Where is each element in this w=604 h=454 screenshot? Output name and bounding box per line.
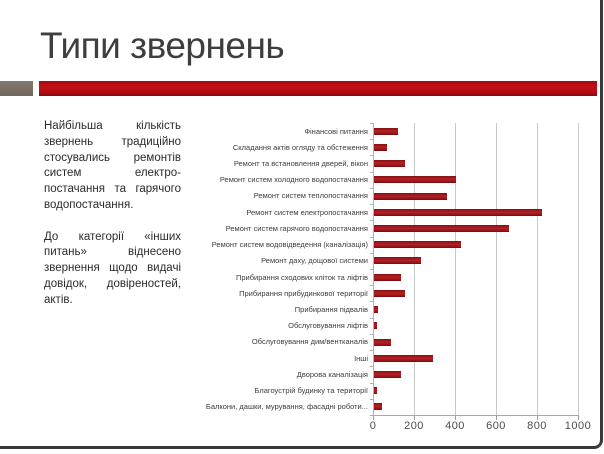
chart-category-label: Складання актів огляду та обстеження [232,142,368,152]
chart-category-label: Ремонт даху, дощової системи [261,256,368,266]
chart-bar [374,387,377,394]
chart-bar [374,160,405,167]
chart-category-label: Прибирання підвалів [294,305,368,315]
chart-y-tick [370,155,373,156]
chart-plot-area [373,123,578,415]
chart-x-tick-label: 400 [445,420,465,432]
chart-category-label: Прибирання сходових кліток та ліфтів [235,272,368,282]
chart-category-label: Обслуговування дим/вентканалів [251,337,368,347]
chart-y-tick [370,237,373,238]
chart-x-tick-label: 0 [369,420,377,432]
chart-bar [374,241,461,248]
chart-y-tick [370,366,373,367]
chart-bar [374,144,387,151]
chart-gridline [455,123,456,415]
chart-y-tick [370,204,373,205]
chart-bar [374,306,378,313]
chart-x-axis-line [373,415,579,416]
chart-category-label: Прибирання прибудинкової території [239,288,368,298]
chart-y-tick [370,188,373,189]
chart-gridline [578,123,579,415]
chart-bar [374,257,421,264]
chart-category-label: Ремонт систем гарячого водопостачання [225,223,368,233]
accent-band-red-bar [39,81,597,96]
chart-category-label: Фінансові питання [304,126,368,136]
chart-bar [374,339,391,346]
chart-bar [374,193,447,200]
chart-category-label: Дворова каналізація [296,369,368,379]
chart-gridline [496,123,497,415]
chart-y-tick [370,399,373,400]
body-text-block [44,119,181,309]
chart-bar [374,209,542,216]
chart-x-tick-label: 1000 [564,420,592,432]
chart-y-tick [370,350,373,351]
chart-category-label: Ремонт систем електропостачання [246,207,368,217]
chart-x-tick-label: 200 [404,420,424,432]
chart-y-tick [370,383,373,384]
chart-y-tick [370,269,373,270]
chart-bar [374,290,405,297]
chart-bar [374,371,401,378]
slide-title: Типи звернень [40,25,285,66]
chart-y-tick [370,253,373,254]
chart-gridline [414,123,415,415]
chart-y-tick [370,318,373,319]
chart-bar [374,274,401,281]
chart-category-label: Балкони, дашки, мурування, фасадні роботи... [205,402,368,412]
chart-x-tick-label: 800 [527,420,547,432]
chart-category-labels [178,123,371,415]
body-paragraph-2: До категорії «інших питань» віднесено звернення щодо видачі довідок, довіреностей, актів. [44,230,181,306]
chart-y-tick [370,220,373,221]
chart-category-label: Ремонт та встановлення дверей, вікон [233,159,368,169]
chart-y-tick [370,172,373,173]
chart-y-tick [370,139,373,140]
chart-bar [374,403,382,410]
chart-x-tick-label: 600 [486,420,506,432]
chart-y-tick [370,301,373,302]
chart-category-label: Ремонт систем холодного водопостачання [219,175,368,185]
chart-y-tick [370,123,373,124]
chart-bar [374,128,398,135]
chart-gridline [537,123,538,415]
chart-category-label: Благоустрій будинку та території [254,386,368,396]
chart-y-tick [370,334,373,335]
chart-y-tick [370,285,373,286]
chart-bar [374,355,433,362]
chart-category-label: Ремонт систем теплопостачання [253,191,368,201]
accent-band-gray-square [0,81,33,96]
body-paragraph-1: Найбільша кількість звернень традиційно стосувались ремонтів систем електро-постачання та гарячого водопостачання. [44,120,181,211]
chart-bar [374,176,456,183]
chart-bar [374,225,509,232]
chart-category-label: Обслуговування ліфтів [288,321,368,331]
chart-category-label: Інші [354,353,368,363]
chart-bar [374,322,377,329]
chart-category-label: Ремонт систем водовідведення (каналізація) [211,240,368,250]
